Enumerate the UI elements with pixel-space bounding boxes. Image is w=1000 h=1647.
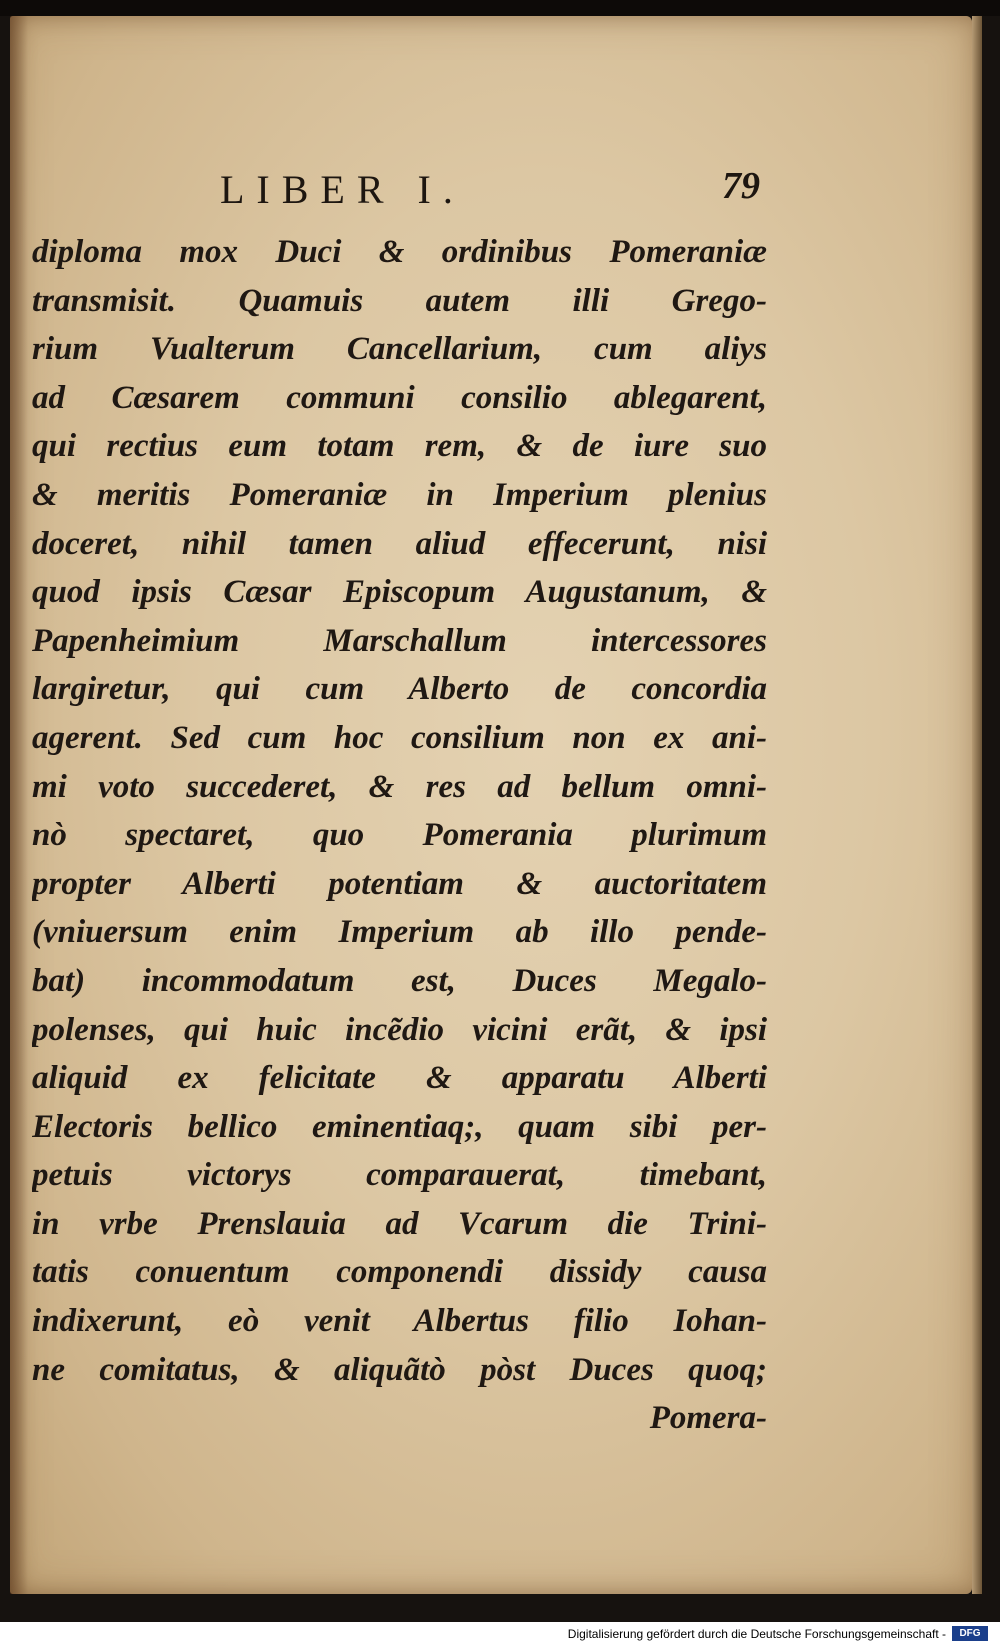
running-head-title: LIBER I.	[220, 167, 465, 212]
text-line: petuis victorys comparauerat, timebant,	[32, 1157, 767, 1194]
text-line: mi voto succederet, & res ad bellum omni-	[32, 768, 767, 805]
dfg-logo-icon: DFG	[952, 1626, 988, 1641]
text-line: nò spectaret, quo Pomerania plurimum	[32, 817, 767, 854]
text-line: & meritis Pomeraniæ in Imperium plenius	[32, 476, 767, 513]
text-line: largiretur, qui cum Alberto de concordia	[32, 671, 767, 708]
text-line: agerent. Sed cum hoc consilium non ex ani-	[32, 719, 767, 756]
text-line: ne comitatus, & aliquãtò pòst Duces quoq;	[32, 1351, 767, 1388]
running-head	[210, 166, 770, 216]
text-line: Electoris bellico eminentiaq;, quam sibi per-	[32, 1108, 767, 1145]
page-number: 79	[722, 165, 760, 207]
body-text	[32, 228, 767, 1443]
text-line: aliquid ex felicitate & apparatu Alberti	[32, 1060, 767, 1097]
page-edge	[972, 16, 982, 1594]
text-line: ad Cæsarem communi consilio ablegarent,	[32, 379, 767, 416]
book-page	[10, 16, 972, 1594]
text-line: diploma mox Duci & ordinibus Pomeraniæ	[32, 234, 767, 270]
text-line: transmisit. Quamuis autem illi Grego-	[32, 282, 767, 319]
text-line: (vniuersum enim Imperium ab illo pende-	[32, 914, 767, 951]
text-line: doceret, nihil tamen aliud effecerunt, nisi	[32, 525, 767, 562]
scan-background-top	[0, 0, 1000, 16]
digitization-footer	[0, 1622, 1000, 1647]
text-line: bat) incommodatum est, Duces Megalo-	[32, 962, 767, 999]
text-line: propter Alberti potentiam & auctoritatem	[32, 865, 767, 902]
text-line: indixerunt, eò venit Albertus filio Iohan-	[32, 1303, 767, 1340]
text-line: tatis conuentum componendi dissidy causa	[32, 1254, 767, 1291]
catchword: Pomera-	[649, 1400, 767, 1437]
text-line: rium Vualterum Cancellarium, cum aliys	[32, 331, 767, 368]
text-line: quod ipsis Cæsar Episcopum Augustanum, &	[32, 574, 767, 611]
text-line: in vrbe Prenslauia ad Vcarum die Trini-	[32, 1205, 767, 1242]
footer-credit: Digitalisierung gefördert durch die Deutsche Forschungsgemeinschaft -	[567, 1627, 946, 1641]
text-line: qui rectius eum totam rem, & de iure suo	[32, 428, 767, 465]
text-line: Papenheimium Marschallum intercessores	[32, 622, 767, 659]
text-line: polenses, qui huic incẽdio vicini erãt, & ipsi	[32, 1011, 767, 1048]
